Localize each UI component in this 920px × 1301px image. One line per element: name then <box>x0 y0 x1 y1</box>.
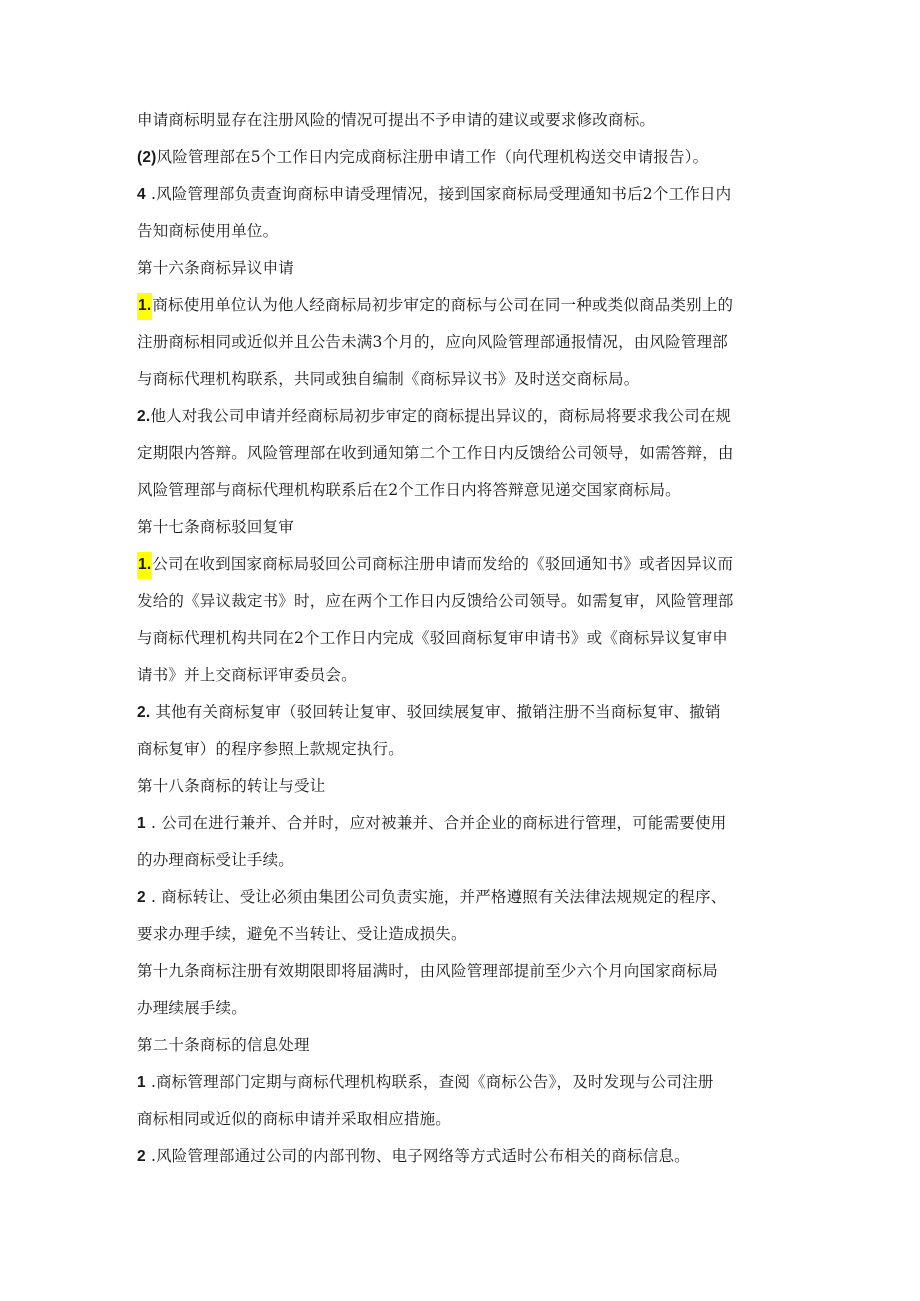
text-line: 第十九条商标注册有效期限即将届满时，由风险管理部提前至少六个月向国家商标局 <box>137 962 718 980</box>
text-line: 注册商标相同或近似并且公告未满3个月的，应向风险管理部通报情况，由风险管理部 <box>137 333 728 351</box>
text-line: 商标复审）的程序参照上款规定执行。 <box>137 740 404 758</box>
section-heading: 第十七条商标驳回复审 <box>137 518 295 536</box>
text-line: 要求办理手续，避免不当转让、受让造成损失。 <box>137 925 467 943</box>
text-line: 商标相同或近似的商标申请并采取相应措施。 <box>137 1110 452 1128</box>
text-line: 1.商标使用单位认为他人经商标局初步审定的商标与公司在同一种或类似商品类别上的 <box>137 295 787 316</box>
text-line: 与商标代理机构联系，共同或独自编制《商标异议书》及时送交商标局。 <box>137 370 640 388</box>
text-line: 的办理商标受让手续。 <box>137 851 295 869</box>
text-line: (2)风险管理部在5个工作日内完成商标注册申请工作（向代理机构送交申请报告）。 <box>137 148 709 166</box>
section-heading: 第二十条商标的信息处理 <box>137 1036 310 1054</box>
text-line: 1.公司在收到国家商标局驳回公司商标注册申请而发给的《驳回通知书》或者因异议而 <box>137 554 787 575</box>
text-line: 告知商标使用单位。 <box>137 222 279 240</box>
highlight-marker: 1. <box>137 293 152 320</box>
text-line: 发给的《异议裁定书》时，应在两个工作日内反馈给公司领导。如需复审，风险管理部 <box>137 592 734 610</box>
text-line: 1 .商标管理部门定期与商标代理机构联系，查阅《商标公告》，及时发现与公司注册 <box>137 1073 714 1091</box>
text-line: 2 . 商标转让、受让必须由集团公司负责实施，并严格遵照有关法律法规规定的程序、 <box>137 888 727 906</box>
text-line: 1 . 公司在进行兼并、合并时，应对被兼并、合并企业的商标进行管理，可能需要使用 <box>137 814 727 832</box>
highlight-marker: 1. <box>137 552 152 579</box>
text-line: 4 .风险管理部负责查询商标申请受理情况，接到国家商标局受理通知书后2个工作日内 <box>137 185 732 203</box>
text-line: 2.他人对我公司申请并经商标局初步审定的商标提出异议的，商标局将要求我公司在规 <box>137 407 732 425</box>
text-line: 请书》并上交商标评审委员会。 <box>137 666 357 684</box>
text-line: 与商标代理机构共同在2个工作日内完成《驳回商标复审申请书》或《商标异议复审申 <box>137 629 728 647</box>
text-line: 风险管理部与商标代理机构联系后在2个工作日内将答辩意见递交国家商标局。 <box>137 481 681 499</box>
text-line: 2. 其他有关商标复审（驳回转让复审、驳回续展复审、撤销注册不当商标复审、撤销 <box>137 703 721 721</box>
text-line: 申请商标明显存在注册风险的情况可提出不予申请的建议或要求修改商标。 <box>137 111 656 129</box>
text-line: 定期限内答辩。风险管理部在收到通知第二个工作日内反馈给公司领导，如需答辩，由 <box>137 444 734 462</box>
section-heading: 第十八条商标的转让与受让 <box>137 777 326 795</box>
text-line: 办理续展手续。 <box>137 999 247 1017</box>
section-heading: 第十六条商标异议申请 <box>137 259 295 277</box>
text-line: 2 .风险管理部通过公司的内部刊物、电子网络等方式适时公布相关的商标信息。 <box>137 1147 690 1165</box>
